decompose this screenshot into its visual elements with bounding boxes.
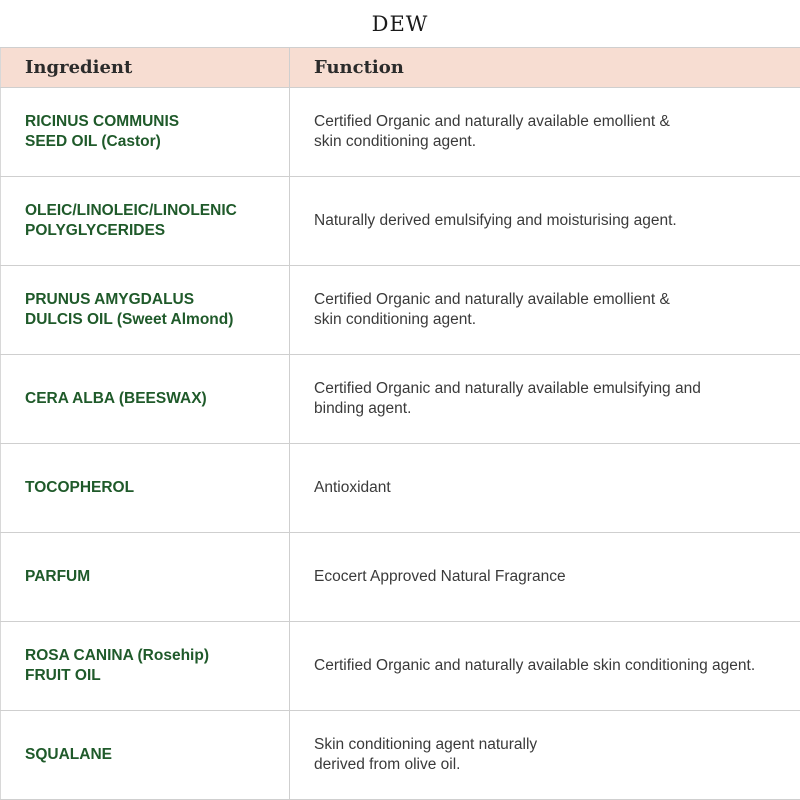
table-row — [1, 266, 800, 355]
function-cell: Antioxidant — [290, 444, 800, 533]
function-cell: Certified Organic and naturally available emollient & skin conditioning agent. — [290, 88, 800, 177]
ingredient-cell: ROSA CANINA (Rosehip) FRUIT OIL — [1, 622, 290, 711]
function-column-header: Function — [290, 48, 800, 88]
table-row — [1, 622, 800, 711]
ingredient-cell: OLEIC/LINOLEIC/LINOLENIC POLYGLYCERIDES — [1, 177, 290, 266]
ingredient-column-header: Ingredient — [1, 48, 290, 88]
ingredient-cell: SQUALANE — [1, 711, 290, 800]
table-row — [1, 177, 800, 266]
table-row — [1, 88, 800, 177]
product-title: DEW — [371, 12, 429, 36]
ingredient-cell: TOCOPHEROL — [1, 444, 290, 533]
function-cell: Naturally derived emulsifying and moisturising agent. — [290, 177, 800, 266]
function-cell: Certified Organic and naturally available emollient & skin conditioning agent. — [290, 266, 800, 355]
ingredient-cell: PARFUM — [1, 533, 290, 622]
function-cell: Certified Organic and naturally available emulsifying and binding agent. — [290, 355, 800, 444]
function-cell: Skin conditioning agent naturally derived from olive oil. — [290, 711, 800, 800]
function-cell: Certified Organic and naturally available skin conditioning agent. — [290, 622, 800, 711]
table-row — [1, 355, 800, 444]
table-row — [1, 444, 800, 533]
table-header-row — [1, 48, 800, 88]
ingredient-cell: PRUNUS AMYGDALUS DULCIS OIL (Sweet Almond) — [1, 266, 290, 355]
ingredients-table — [0, 47, 800, 800]
table-row — [1, 533, 800, 622]
table-row — [1, 711, 800, 800]
ingredient-cell: CERA ALBA (BEESWAX) — [1, 355, 290, 444]
ingredient-cell: RICINUS COMMUNIS SEED OIL (Castor) — [1, 88, 290, 177]
function-cell: Ecocert Approved Natural Fragrance — [290, 533, 800, 622]
